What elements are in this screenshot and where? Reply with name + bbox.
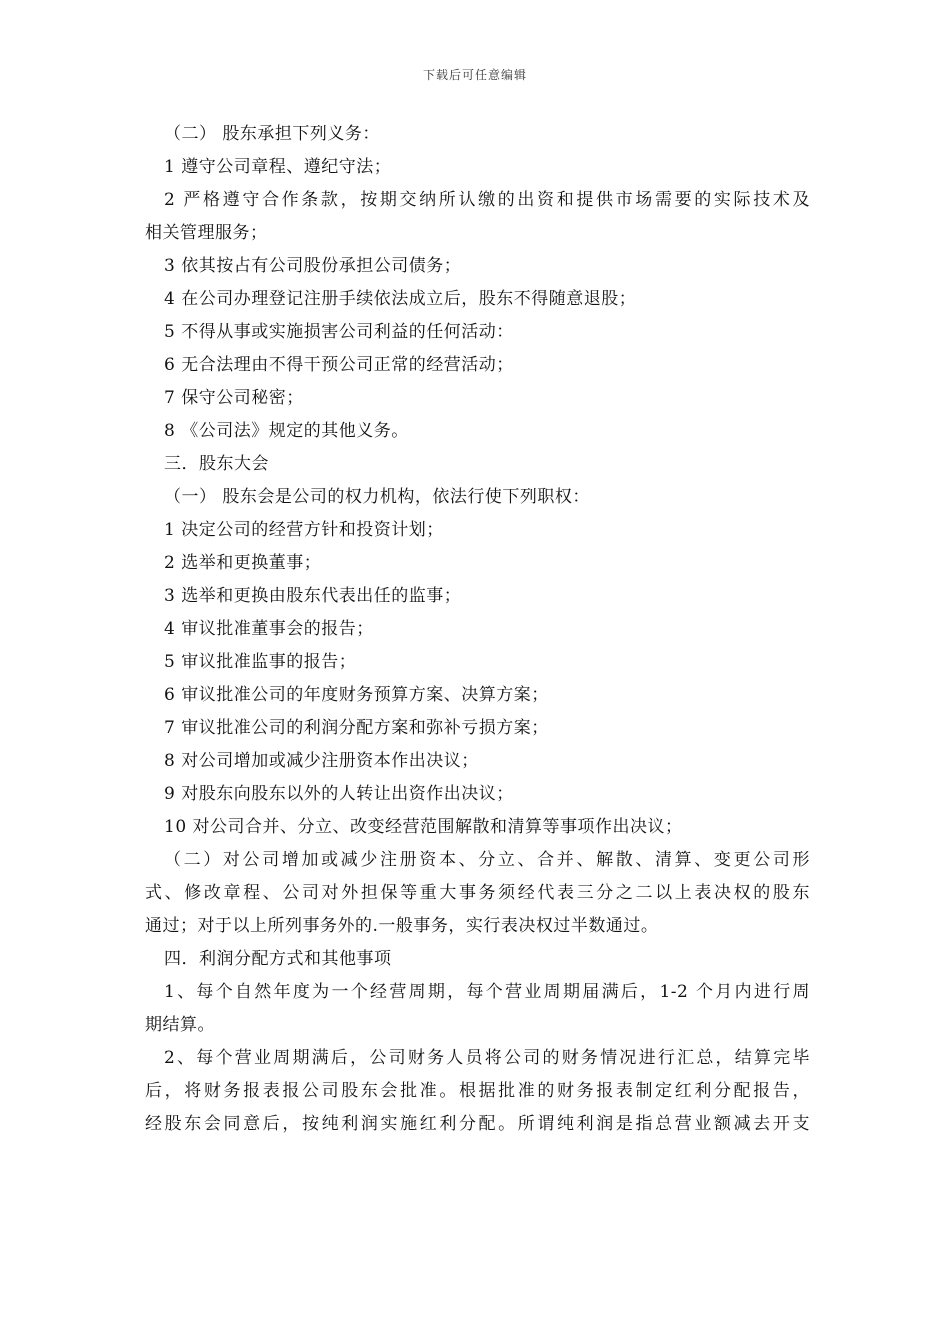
text-line: 8 《公司法》规定的其他义务。: [164, 421, 409, 441]
text-line: 1、每个自然年度为一个经营周期，每个营业周期届满后，1-2 个月内进行周: [164, 982, 810, 1002]
text-line: 10 对公司合并、分立、改变经营范围解散和清算等事项作出决议；: [164, 817, 683, 837]
text-line: 相关管理服务；: [145, 223, 268, 243]
text-line: （二） 股东承担下列义务：: [164, 124, 380, 144]
text-line: 经股东会同意后，按纯利润实施红利分配。所谓纯利润是指总营业额减去开支: [145, 1114, 810, 1134]
text-line: 后，将财务报表报公司股东会批准。根据批准的财务报表制定红利分配报告，: [145, 1081, 810, 1101]
text-line: （二）对公司增加或减少注册资本、分立、合并、解散、清算、变更公司形: [164, 850, 810, 870]
text-line: 四．利润分配方式和其他事项: [164, 949, 392, 969]
text-line: 7 保守公司秘密；: [164, 388, 304, 408]
text-line: 2、每个营业周期满后，公司财务人员将公司的财务情况进行汇总，结算完毕: [164, 1048, 810, 1068]
text-line: 通过；对于以上所列事务外的.一般事务，实行表决权过半数通过。: [145, 916, 659, 936]
text-line: 3 依其按占有公司股份承担公司债务；: [164, 256, 462, 276]
text-line: 1 决定公司的经营方针和投资计划；: [164, 520, 444, 540]
text-line: 7 审议批准公司的利润分配方案和弥补亏损方案；: [164, 718, 549, 738]
text-line: 1 遵守公司章程、遵纪守法；: [164, 157, 392, 177]
text-line: 2 选举和更换董事；: [164, 553, 322, 573]
text-line: 6 审议批准公司的年度财务预算方案、决算方案；: [164, 685, 549, 705]
text-line: （一） 股东会是公司的权力机构，依法行使下列职权：: [164, 487, 590, 507]
page-header-note: 下载后可任意编辑: [422, 68, 527, 82]
text-line: 5 审议批准监事的报告；: [164, 652, 357, 672]
text-line: 9 对股东向股东以外的人转让出资作出决议；: [164, 784, 514, 804]
text-line: 式、修改章程、公司对外担保等重大事务须经代表三分之二以上表决权的股东: [145, 883, 810, 903]
text-line: 三．股东大会: [164, 454, 269, 474]
text-line: 3 选举和更换由股东代表出任的监事；: [164, 586, 462, 606]
text-line: 8 对公司增加或减少注册资本作出决议；: [164, 751, 479, 771]
document-body: [145, 118, 810, 1141]
text-line: 4 在公司办理登记注册手续依法成立后，股东不得随意退股；: [164, 289, 637, 309]
text-line: 期结算。: [145, 1015, 215, 1035]
text-line: 4 审议批准董事会的报告；: [164, 619, 374, 639]
text-line: 2 严格遵守合作条款，按期交纳所认缴的出资和提供市场需要的实际技术及: [164, 190, 810, 210]
text-line: 5 不得从事或实施损害公司利益的任何活动：: [164, 322, 514, 342]
text-line: 6 无合法理由不得干预公司正常的经营活动；: [164, 355, 514, 375]
